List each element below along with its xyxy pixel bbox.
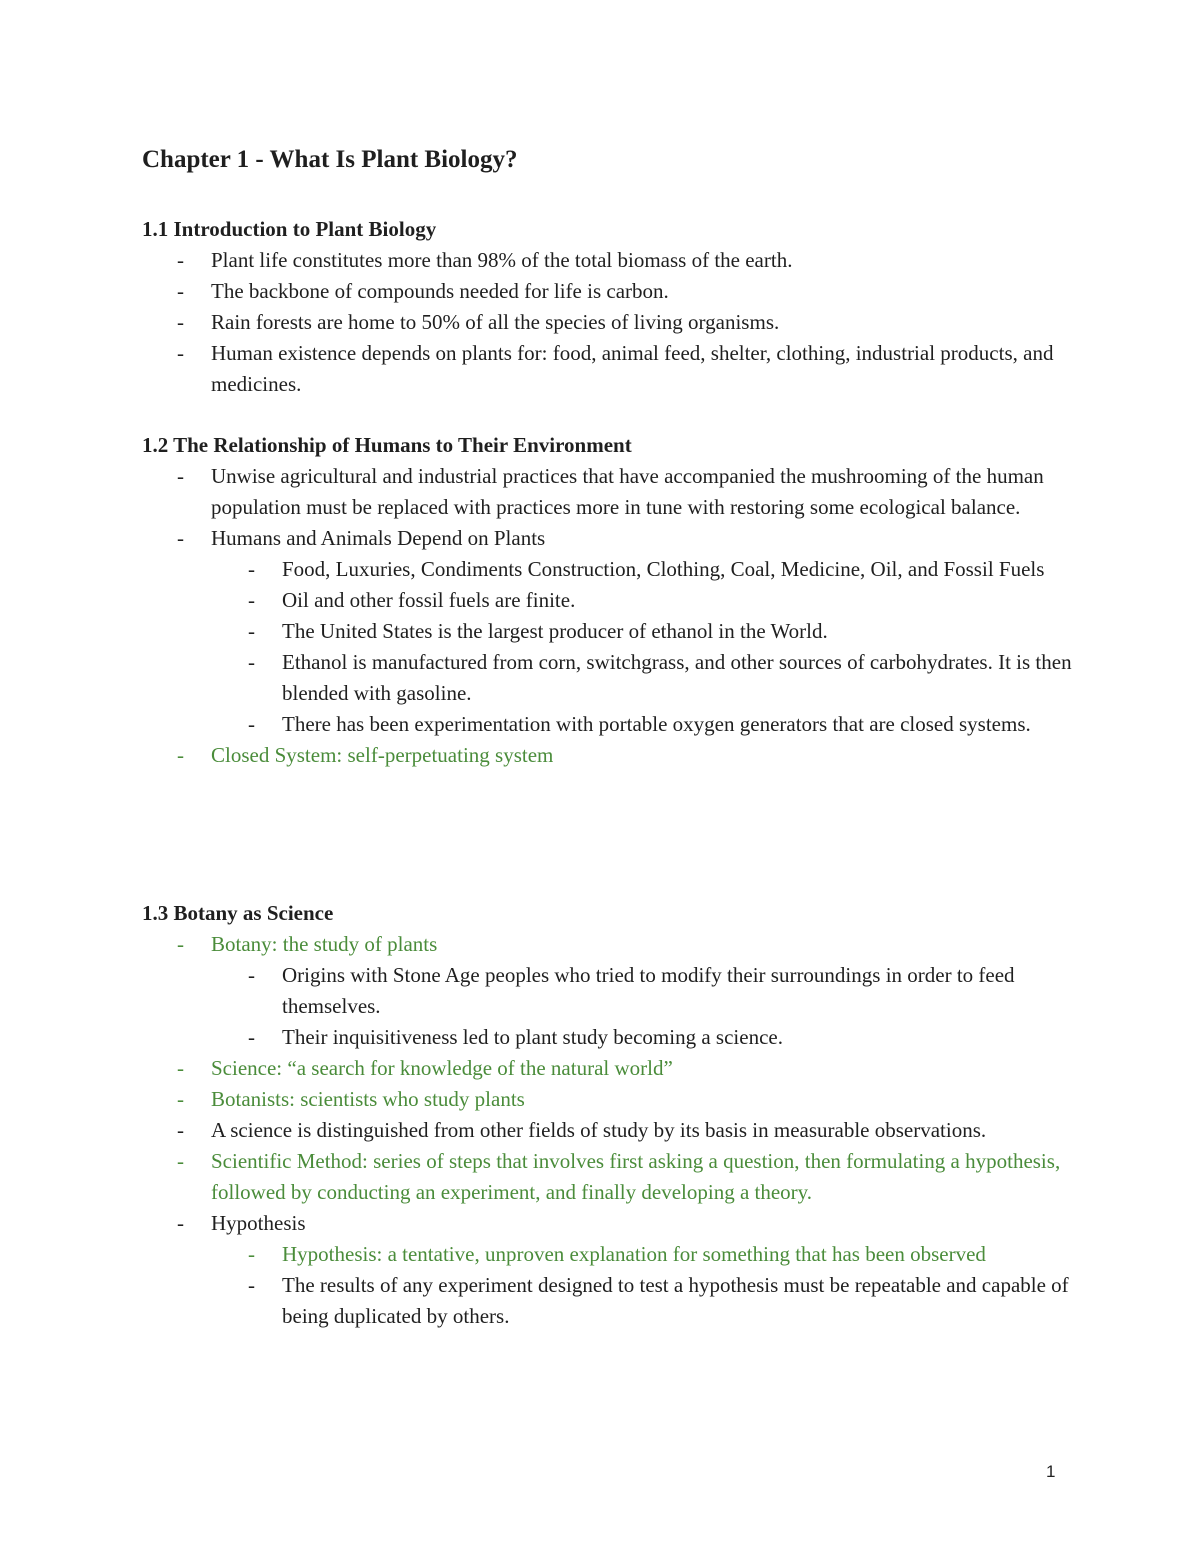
dash-bullet: - <box>248 650 255 674</box>
dash-bullet: - <box>177 743 184 767</box>
dash-bullet: - <box>248 619 255 643</box>
page-number: 1 <box>1046 1462 1056 1481</box>
section-1-3 <box>142 898 1072 1332</box>
list-item: - The backbone of compounds needed for life is carbon. <box>142 276 1072 307</box>
dash-bullet: - <box>177 526 184 550</box>
sub-list-item: - Their inquisitiveness led to plant study becoming a science. <box>142 1022 1072 1053</box>
list-item: - Rain forests are home to 50% of all the species of living organisms. <box>142 307 1072 338</box>
section-heading: 1.2 The Relationship of Humans to Their Environment <box>142 433 632 457</box>
chapter-title: Chapter 1 - What Is Plant Biology? <box>142 146 518 173</box>
sub-list-item: - The United States is the largest producer of ethanol in the World. <box>142 616 1072 647</box>
sub-list-item: - Food, Luxuries, Condiments Construction, Clothing, Coal, Medicine, Oil, and Fossil Fuels <box>142 554 1072 585</box>
bullet-list <box>142 929 1072 1332</box>
definition-item: - Scientific Method: series of steps that involves first asking a question, then formulating a hypothesis, followed by conducting an experiment, and finally developing a theory. <box>142 1146 1072 1208</box>
dash-bullet: - <box>248 557 255 581</box>
list-item: - A science is distinguished from other fields of study by its basis in measurable observations. <box>142 1115 1072 1146</box>
dash-bullet: - <box>248 712 255 736</box>
definition-text: Botany: the study of plants <box>211 932 438 956</box>
list-item: - Plant life constitutes more than 98% of the total biomass of the earth. <box>142 245 1072 276</box>
section-1-1 <box>142 214 1072 400</box>
list-item <box>142 929 1072 1053</box>
sub-bullet-list <box>142 554 1072 740</box>
dash-bullet: - <box>177 1118 184 1142</box>
dash-bullet: - <box>177 464 184 488</box>
list-item: - Hypothesis - Hypothesis: a tentative, unproven explanation for something that has been observed - The results of any experiment designed to test a hypothesis must be repeatable and capable of being duplicated by others. <box>142 1208 1072 1332</box>
dash-bullet: - <box>248 963 255 987</box>
dash-bullet: - <box>177 1087 184 1111</box>
dash-bullet: - <box>248 588 255 612</box>
dash-bullet: - <box>248 1025 255 1049</box>
section-1-2 <box>142 430 1072 771</box>
sub-list-item: - The results of any experiment designed to test a hypothesis must be repeatable and capable of being duplicated by others. <box>142 1270 1072 1332</box>
sub-list-item: - There has been experimentation with portable oxygen generators that are closed systems. <box>142 709 1072 740</box>
bullet-list <box>142 245 1072 400</box>
list-item: - Humans and Animals Depend on Plants - Food, Luxuries, Condiments Construction, Clothing, Coal, Medicine, Oil, and Fossil Fuels - Oil and other fossil fuels are finite. - The United States is the largest producer of ethanol in the World. - Ethanol is manufactured from corn, switchgrass, and other sources of carbohydrates. It is then blended with gasoline. - There has been experimentation with portable oxygen generators that are closed systems. <box>142 523 1072 740</box>
dash-bullet: - <box>248 1273 255 1297</box>
dash-bullet: - <box>177 310 184 334</box>
sub-bullet-list <box>142 1239 1072 1332</box>
dash-bullet: - <box>177 279 184 303</box>
definition-item: - Botanists: scientists who study plants <box>142 1084 1072 1115</box>
list-item: - Human existence depends on plants for: food, animal feed, shelter, clothing, industrial products, and medicines. <box>142 338 1072 400</box>
sub-definition-item: - Hypothesis: a tentative, unproven explanation for something that has been observed <box>142 1239 1072 1270</box>
list-item: - Unwise agricultural and industrial practices that have accompanied the mushrooming of the human population must be replaced with practices more in tune with restoring some ecological balance. <box>142 461 1072 523</box>
dash-bullet: - <box>177 932 184 956</box>
dash-bullet: - <box>177 1211 184 1235</box>
bullet-list <box>142 461 1072 771</box>
dash-bullet: - <box>248 1242 255 1266</box>
sub-list-item: - Ethanol is manufactured from corn, switchgrass, and other sources of carbohydrates. It is then blended with gasoline. <box>142 647 1072 709</box>
dash-bullet: - <box>177 341 184 365</box>
section-heading: 1.3 Botany as Science <box>142 901 334 925</box>
sub-bullet-list <box>142 960 1072 1053</box>
sub-list-item: - Oil and other fossil fuels are finite. <box>142 585 1072 616</box>
definition-item: - Science: “a search for knowledge of the natural world” <box>142 1053 1072 1084</box>
sub-list-item: - Origins with Stone Age peoples who tried to modify their surroundings in order to feed themselves. <box>142 960 1072 1022</box>
section-heading: 1.1 Introduction to Plant Biology <box>142 217 437 241</box>
definition-item: - Closed System: self-perpetuating system <box>142 740 1072 771</box>
dash-bullet: - <box>177 1056 184 1080</box>
dash-bullet: - <box>177 1149 184 1173</box>
dash-bullet: - <box>177 248 184 272</box>
